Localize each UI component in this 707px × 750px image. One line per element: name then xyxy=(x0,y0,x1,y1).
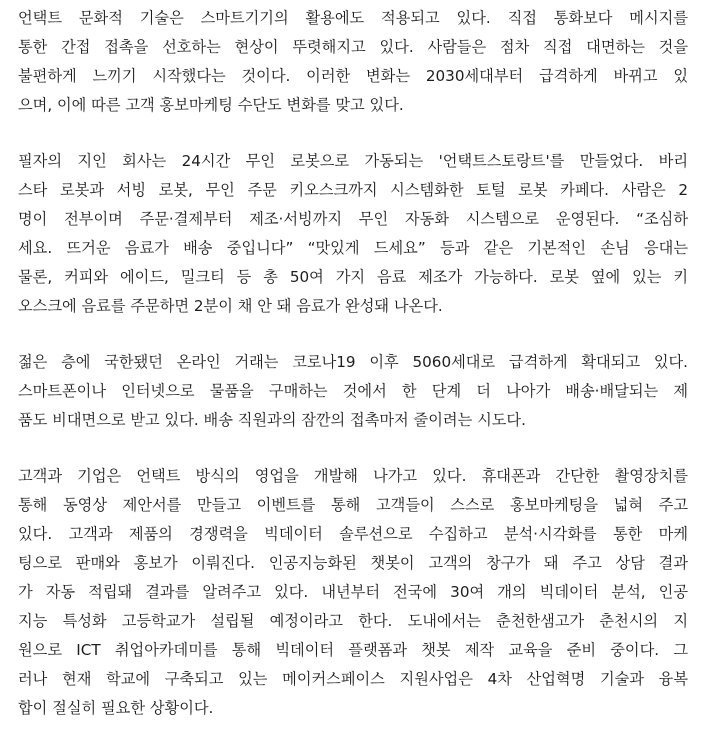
paragraph-1 xyxy=(18,4,688,120)
text-line: 스마트폰이나 인터넷으로 물품을 구매하는 것에서 한 단계 더 나아가 배송·배달되는 제 xyxy=(18,382,688,400)
text-line: 러나 현재 학교에 구축되고 있는 메이커스페이스 지원사업은 4차 산업혁명 기술과 융복 xyxy=(18,670,688,688)
text-line: 통해 동영상 제안서를 만들고 이벤트를 통해 고객들이 스스로 홍보마케팅을 넓혀 주고 xyxy=(18,496,688,514)
paragraph-4 xyxy=(18,462,688,723)
text-line: 으며, 이에 따른 고객 홍보마케팅 수단도 변화를 맞고 있다. xyxy=(18,96,404,114)
text-line: 명이 전부이며 주문·결제부터 제조·서빙까지 무인 자동화 시스템으로 운영된다. “조심하 xyxy=(18,210,688,228)
text-line: 가 자동 적립돼 결과를 알려주고 있다. 내년부터 전국에 30여 개의 빅데이터 분석, 인공 xyxy=(18,583,688,601)
text-line: 스타 로봇과 서빙 로봇, 무인 주문 키오스크까지 시스템화한 토털 로봇 카페다. 사람은 2 xyxy=(18,181,688,199)
text-line: 언택트 문화적 기술은 스마트기기의 활용에도 적용되고 있다. 직접 통화보다 메시지를 xyxy=(18,9,688,27)
text-line: 물론, 커피와 에이드, 밀크티 등 총 50여 가지 음료 제조가 가능하다. 로봇 옆에 있는 키 xyxy=(18,268,688,286)
text-line: 세요. 뜨거운 음료가 배송 중입니다” “맛있게 드세요” 등과 같은 기본적인 손님 응대는 xyxy=(18,239,688,257)
text-line: 고객과 기업은 언택트 방식의 영업을 개발해 나가고 있다. 휴대폰과 간단한 촬영장치를 xyxy=(18,467,688,485)
text-line: 젊은 층에 국한됐던 온라인 거래는 코로나19 이후 5060세대로 급격하게 확대되고 있다. xyxy=(18,353,688,371)
text-line: 원으로 ICT 취업아카데미를 통해 빅데이터 플랫폼과 챗봇 제작 교육을 준비 중이다. 그 xyxy=(18,641,688,659)
text-line: 통한 간접 접촉을 선호하는 현상이 뚜렷해지고 있다. 사람들은 점차 직접 대면하는 것을 xyxy=(18,38,688,56)
text-line: 품도 비대면으로 받고 있다. 배송 직원과의 잠깐의 접촉마저 줄이려는 시도다. xyxy=(18,411,526,429)
text-line: 합이 절실히 필요한 상황이다. xyxy=(18,699,214,717)
text-line: 필자의 지인 회사는 24시간 무인 로봇으로 가동되는 '언택트스토랑트'를 만들었다. 바리 xyxy=(18,152,688,170)
paragraph-3 xyxy=(18,348,688,435)
text-line: 있다. 고객과 제품의 경쟁력을 빅데이터 솔루션으로 수집하고 분석·시각화를 통한 마케 xyxy=(18,525,688,543)
paragraph-2 xyxy=(18,147,688,321)
text-line: 팅으로 판매와 홍보가 이뤄진다. 인공지능화된 챗봇이 고객의 창구가 돼 주고 상담 결과 xyxy=(18,554,688,572)
article-body xyxy=(18,4,688,750)
text-line: 지능 특성화 고등학교가 설립될 예정이라고 한다. 도내에서는 춘천한샘고가 춘천시의 지 xyxy=(18,612,688,630)
text-line: 불편하게 느끼기 시작했다는 것이다. 이러한 변화는 2030세대부터 급격하게 바뀌고 있 xyxy=(18,67,688,85)
text-line: 오스크에 음료를 주문하면 2분이 채 안 돼 음료가 완성돼 나온다. xyxy=(18,297,443,315)
